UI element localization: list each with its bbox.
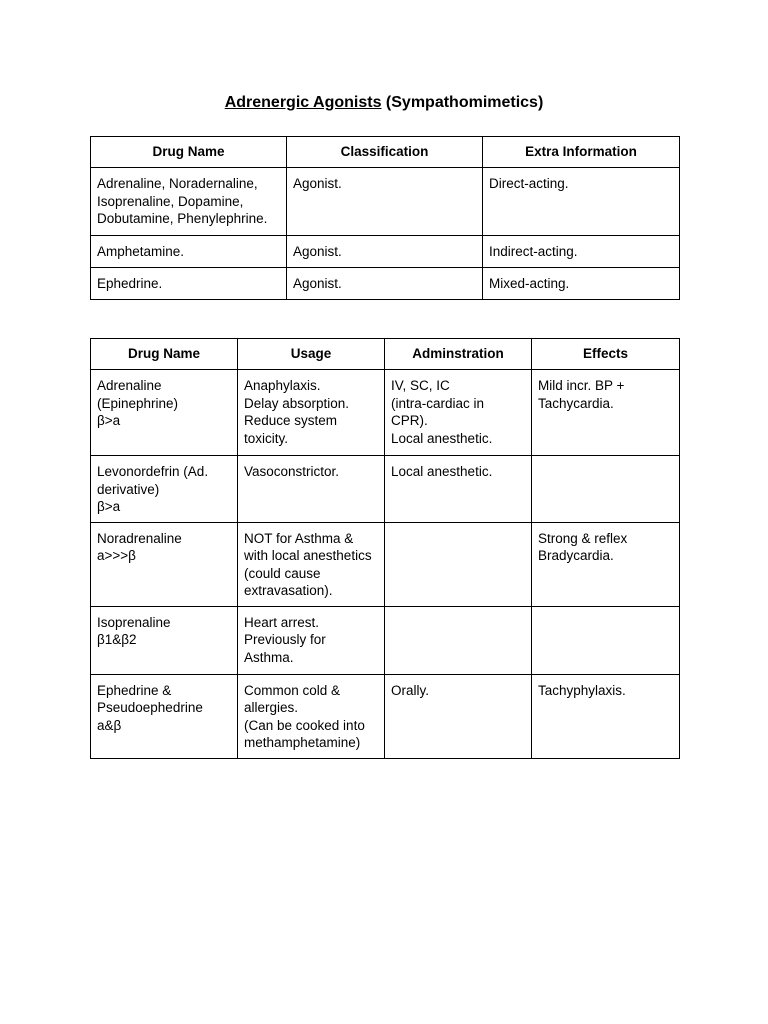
cell-drug-name xyxy=(91,606,238,674)
cell-line: Adrenaline, Noradernaline, xyxy=(97,176,258,191)
cell-line: Delay absorption. xyxy=(244,395,350,411)
cell-effects xyxy=(532,674,680,758)
cell-line: (Epinephrine) xyxy=(97,395,179,411)
cell-effects xyxy=(532,370,680,456)
cell-administration xyxy=(385,456,532,523)
cell-line: Local anesthetic. xyxy=(391,464,493,479)
cell-line: Mild incr. BP + xyxy=(538,378,625,393)
cell-usage xyxy=(238,456,385,523)
cell-line: a&β xyxy=(97,717,122,733)
cell-line: Adrenaline xyxy=(97,378,162,393)
cell-line: Bradycardia. xyxy=(538,548,614,563)
cell-line: Anaphylaxis. xyxy=(244,378,321,393)
cell-line: β>a xyxy=(97,499,121,514)
cell-line: Direct-acting. xyxy=(489,176,569,191)
cell-line: Ephedrine. xyxy=(97,276,163,291)
cell-line: Previously for xyxy=(244,632,326,647)
table-row xyxy=(91,268,680,300)
header-effects: Effects xyxy=(532,339,680,370)
cell-extra-information xyxy=(483,268,680,300)
cell-line: Amphetamine. xyxy=(97,244,185,259)
cell-line: β>a xyxy=(97,413,121,428)
cell-line: Tachycardia. xyxy=(538,395,614,411)
cell-line: methamphetamine) xyxy=(244,735,361,750)
cell-line: Asthma. xyxy=(244,649,294,665)
cell-classification xyxy=(287,168,483,236)
cell-line: toxicity. xyxy=(244,430,289,446)
table-row xyxy=(91,236,680,268)
cell-line: Mixed-acting. xyxy=(489,276,570,291)
cell-drug-name xyxy=(91,168,287,236)
header-drug-name: Drug Name xyxy=(91,339,238,370)
cell-line: a>>>β xyxy=(97,548,136,563)
cell-line: Dobutamine, Phenylephrine. xyxy=(97,211,268,226)
cell-usage xyxy=(238,370,385,456)
cell-line: Isoprenaline, Dopamine, xyxy=(97,193,244,209)
cell-usage xyxy=(238,674,385,758)
cell-drug-name xyxy=(91,456,238,523)
table-row xyxy=(91,168,680,236)
usage-table xyxy=(90,338,680,759)
cell-line: (Can be cooked into xyxy=(244,717,365,733)
cell-classification xyxy=(287,268,483,300)
cell-usage xyxy=(238,522,385,606)
cell-line: β1&β2 xyxy=(97,632,137,647)
cell-line: Noradrenaline xyxy=(97,530,182,546)
cell-extra-information xyxy=(483,168,680,236)
cell-drug-name xyxy=(91,370,238,456)
header-extra-information: Extra Information xyxy=(483,137,680,168)
cell-line: NOT for Asthma & xyxy=(244,530,354,546)
cell-line: Heart arrest. xyxy=(244,614,320,630)
cell-line: Tachyphylaxis. xyxy=(538,682,626,698)
table-row xyxy=(91,370,680,456)
table-row xyxy=(91,522,680,606)
cell-line: Common cold & xyxy=(244,682,341,698)
cell-line: Ephedrine & xyxy=(97,682,172,698)
cell-line: CPR). xyxy=(391,413,428,428)
cell-effects xyxy=(532,456,680,523)
cell-line: Pseudoephedrine xyxy=(97,700,203,715)
cell-drug-name xyxy=(91,674,238,758)
cell-effects xyxy=(532,606,680,674)
table-row xyxy=(91,606,680,674)
cell-line: derivative) xyxy=(97,481,160,497)
table-header-row xyxy=(91,137,680,168)
cell-effects xyxy=(532,522,680,606)
cell-line: with local anesthetics xyxy=(244,548,372,563)
cell-line: Local anesthetic. xyxy=(391,430,493,446)
cell-line: Levonordefrin (Ad. xyxy=(97,464,209,479)
cell-classification xyxy=(287,236,483,268)
cell-drug-name xyxy=(91,236,287,268)
classification-table xyxy=(90,136,680,300)
cell-line: (intra-cardiac in xyxy=(391,395,485,411)
cell-administration xyxy=(385,674,532,758)
cell-line: IV, SC, IC xyxy=(391,378,450,393)
cell-line: (could cause xyxy=(244,565,321,581)
cell-extra-information xyxy=(483,236,680,268)
header-usage: Usage xyxy=(238,339,385,370)
cell-administration xyxy=(385,606,532,674)
cell-drug-name xyxy=(91,522,238,606)
document-title xyxy=(0,93,768,113)
title-underlined: Adrenergic Agonists xyxy=(224,94,382,111)
cell-line: Vasoconstrictor. xyxy=(244,464,340,479)
table-row xyxy=(91,456,680,523)
cell-line: Orally. xyxy=(391,682,430,698)
cell-line: Agonist. xyxy=(293,244,342,259)
cell-line: Reduce system xyxy=(244,413,338,428)
cell-administration xyxy=(385,522,532,606)
title-rest: (Sympathomimetics) xyxy=(381,94,544,111)
cell-line: Agonist. xyxy=(293,176,342,191)
cell-line: Strong & reflex xyxy=(538,530,628,546)
header-administration: Adminstration xyxy=(385,339,532,370)
cell-line: Isoprenaline xyxy=(97,614,171,630)
cell-line: allergies. xyxy=(244,700,299,715)
cell-drug-name xyxy=(91,268,287,300)
cell-administration xyxy=(385,370,532,456)
cell-line: Indirect-acting. xyxy=(489,244,578,259)
table-header-row xyxy=(91,339,680,370)
header-drug-name: Drug Name xyxy=(91,137,287,168)
cell-line: Agonist. xyxy=(293,276,342,291)
cell-usage xyxy=(238,606,385,674)
header-classification: Classification xyxy=(287,137,483,168)
cell-line: extravasation). xyxy=(244,583,333,598)
table-row xyxy=(91,674,680,758)
